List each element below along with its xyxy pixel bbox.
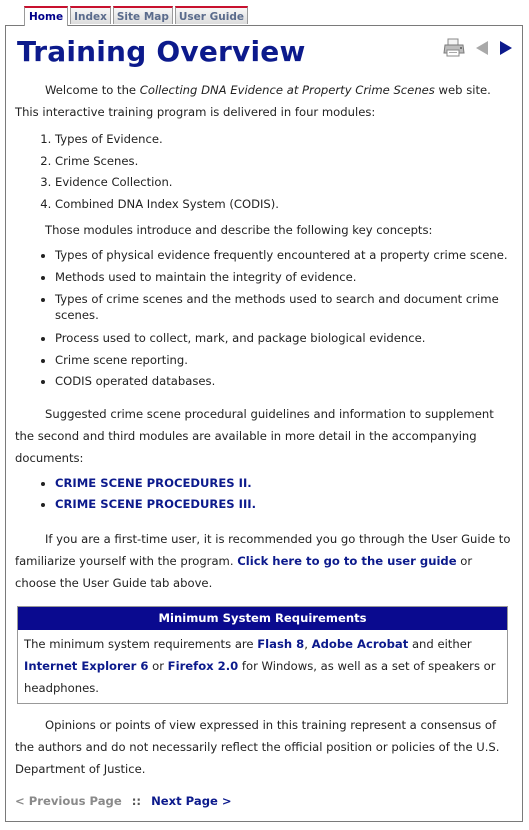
printer-icon[interactable] xyxy=(443,38,465,58)
concept-item: • Types of crime scenes and the methods used to search and document crime scenes. xyxy=(55,291,511,323)
document-list-item xyxy=(55,473,511,495)
requirements-text: and either xyxy=(408,636,472,651)
page-title: Training Overview xyxy=(17,35,306,68)
next-page-link[interactable]: Next Page > xyxy=(151,793,232,808)
first-time-text-after: or choose the User Guide tab above. xyxy=(15,553,473,590)
concept-item: • Process used to collect, mark, and package biological evidence. xyxy=(55,328,511,350)
documents-intro: Suggested crime scene procedural guidelines and information to supplement the second and third modules are available in more detail in the accompanying documents: xyxy=(15,406,494,465)
previous-page-link[interactable]: < Previous Page xyxy=(15,793,122,808)
document-link-list xyxy=(15,473,511,516)
tab-home[interactable]: Home xyxy=(24,6,68,26)
adobe-acrobat-link[interactable]: Adobe Acrobat xyxy=(311,636,409,651)
tab-user-guide[interactable]: User Guide xyxy=(175,6,248,24)
module-item: 1. Types of Evidence. xyxy=(55,129,511,151)
internet-explorer-link[interactable]: Internet Explorer 6 xyxy=(24,658,149,673)
concepts-intro: Those modules introduce and describe the following key concepts: xyxy=(45,223,433,237)
module-item: 3. Evidence Collection. xyxy=(55,172,511,194)
requirements-box xyxy=(17,606,508,704)
intro-text-before: Welcome to the xyxy=(45,83,140,97)
crime-scene-procedures-ii-link[interactable]: CRIME SCENE PROCEDURES II. xyxy=(55,475,252,490)
intro-text-after: web site. This interactive training program is delivered in four modules: xyxy=(15,83,491,119)
concept-item: • Crime scene reporting. xyxy=(55,350,511,372)
tab-site-map[interactable]: Site Map xyxy=(113,6,173,24)
document-list-item xyxy=(55,494,511,516)
arrow-left-icon[interactable] xyxy=(475,40,489,56)
module-item: 2. Crime Scenes. xyxy=(55,151,511,173)
requirements-heading: Minimum System Requirements xyxy=(18,607,507,630)
requirements-body xyxy=(18,630,507,703)
tab-bar xyxy=(24,6,248,26)
first-time-text-before: If you are a first-time user, it is recommended you go through the User Guide to familiarize yourself with the program. xyxy=(15,531,511,568)
concept-list xyxy=(15,245,511,393)
site-name: Collecting DNA Evidence at Property Crime Scenes xyxy=(139,83,435,97)
requirements-text: for Windows, as well as a set of speakers or headphones. xyxy=(24,658,496,695)
flash-link[interactable]: Flash 8 xyxy=(257,636,305,651)
toolbar xyxy=(443,38,513,58)
main-content xyxy=(15,79,511,812)
pager-separator: :: xyxy=(131,793,142,808)
requirements-text: or xyxy=(148,658,168,673)
arrow-right-icon[interactable] xyxy=(499,40,513,56)
concept-item: • CODIS operated databases. xyxy=(55,371,511,393)
firefox-link[interactable]: Firefox 2.0 xyxy=(167,658,239,673)
concept-item: • Methods used to maintain the integrity of evidence. xyxy=(55,267,511,289)
content-panel xyxy=(5,25,523,822)
crime-scene-procedures-iii-link[interactable]: CRIME SCENE PROCEDURES III. xyxy=(55,497,257,511)
user-guide-link[interactable]: Click here to go to the user guide xyxy=(237,553,457,568)
first-time-paragraph xyxy=(15,528,511,594)
intro-paragraph xyxy=(15,79,511,123)
concept-item: • Types of physical evidence frequently encountered at a property crime scene. xyxy=(55,245,511,267)
module-item: 4. Combined DNA Index System (CODIS). xyxy=(55,194,511,216)
requirements-text: The minimum system requirements are xyxy=(24,636,258,651)
requirements-text: , xyxy=(304,636,312,651)
module-list xyxy=(15,129,511,215)
tab-index[interactable]: Index xyxy=(70,6,111,24)
disclaimer: Opinions or points of view expressed in this training represent a consensus of the authors and do not necessarily reflect the official position or policies of the U.S. Department of Justice. xyxy=(15,717,500,776)
page-navigation xyxy=(15,790,511,812)
